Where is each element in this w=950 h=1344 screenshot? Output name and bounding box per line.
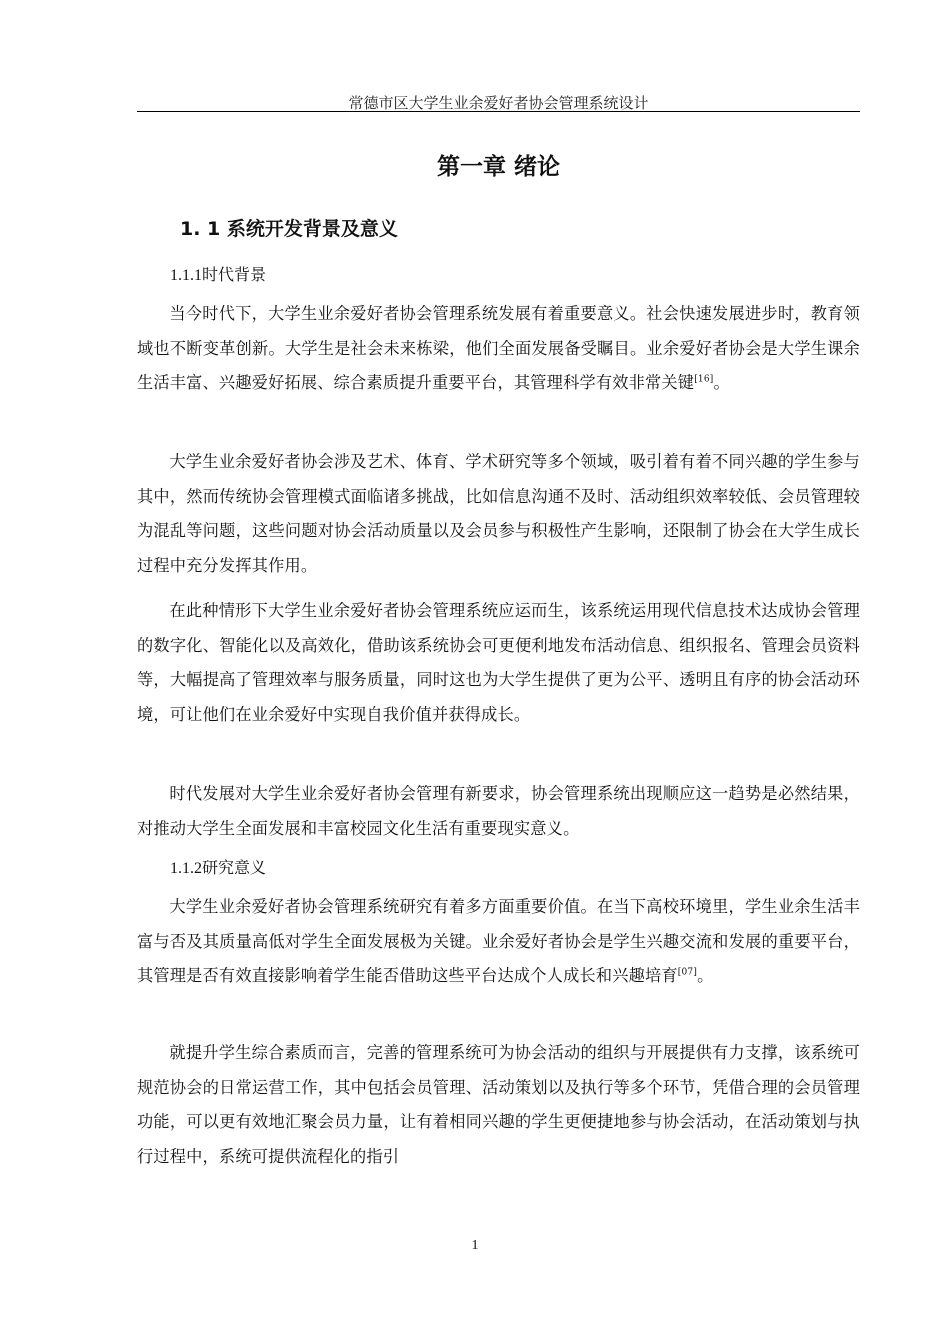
subsection-title-1-1-1 xyxy=(170,262,266,285)
subsection-number: 1.1.1 xyxy=(170,267,202,284)
paragraph xyxy=(137,594,860,732)
section-title: 1. 1 系统开发背景及意义 xyxy=(180,218,398,240)
paragraph-text: 当今时代下，大学生业余爱好者协会管理系统发展有着重要意义。社会快速发展进步时，教育领域也不断变革创新。大学生是社会未来栋梁，他们全面发展备受瞩目。业余爱好者协会是大学生课余生活丰富、兴趣爱好拓展、综合素质提升重要平台，其管理科学有效非常关键 xyxy=(137,304,860,392)
paragraph-text: 大学生业余爱好者协会涉及艺术、体育、学术研究等多个领域，吸引着有着不同兴趣的学生参与其中，然而传统协会管理模式面临诸多挑战，比如信息沟通不及时、活动组织效率较低、会员管理较为混乱等问题，这些问题对协会活动质量以及会员参与积极性产生影响，还限制了协会在大学生成长过程中充分发挥其作用。 xyxy=(137,452,860,575)
paragraph-text: 就提升学生综合素质而言，完善的管理系统可为协会活动的组织与开展提供有力支撑，该系统可规范协会的日常运营工作，其中包括会员管理、活动策划以及执行等多个环节，凭借合理的会员管理功能，可以更有效地汇聚会员力量，让有着相同兴趣的学生更便捷地参与协会活动，在活动策划与执行过程中，系统可提供流程化的指引 xyxy=(137,1043,860,1166)
subsection-title-1-1-2 xyxy=(170,855,266,878)
paragraph xyxy=(137,890,860,994)
subsection-label: 研究意义 xyxy=(202,858,267,877)
citation: [16] xyxy=(694,374,714,385)
paragraph-text: 在此种情形下大学生业余爱好者协会管理系统应运而生，该系统运用现代信息技术达成协会管理的数字化、智能化以及高效化，借助该系统协会可更便利地发布活动信息、组织报名、管理会员资料等，大幅提高了管理效率与服务质量，同时这也为大学生提供了更为公平、透明且有序的协会活动环境，可让他们在业余爱好中实现自我价值并获得成长。 xyxy=(137,601,860,724)
citation: [07] xyxy=(677,967,698,978)
chapter-title: 第一章 绪论 xyxy=(436,154,560,180)
paragraph-tail: 。 xyxy=(713,373,730,392)
subsection-label: 时代背景 xyxy=(202,265,267,284)
paragraph-text: 大学生业余爱好者协会管理系统研究有着多方面重要价值。在当下高校环境里，学生业余生活丰富与否及其质量高低对学生全面发展极为关键。业余爱好者协会是学生兴趣交流和发展的重要平台，其管理是否有效直接影响着学生能否借助这些平台达成个人成长和兴趣培育 xyxy=(137,897,860,985)
running-header: 常德市区大学生业余爱好者协会管理系统设计 xyxy=(348,94,649,112)
paragraph xyxy=(137,445,860,583)
paragraph xyxy=(137,1036,860,1174)
page-number: 1 xyxy=(471,1238,479,1253)
paragraph xyxy=(137,777,860,846)
paragraph-text: 时代发展对大学生业余爱好者协会管理有新要求，协会管理系统出现顺应这一趋势是必然结果，对推动大学生全面发展和丰富校园文化生活有重要现实意义。 xyxy=(137,784,860,838)
header-rule xyxy=(137,111,860,112)
subsection-number: 1.1.2 xyxy=(170,860,202,877)
paragraph-tail: 。 xyxy=(697,966,714,985)
paragraph xyxy=(137,297,860,401)
